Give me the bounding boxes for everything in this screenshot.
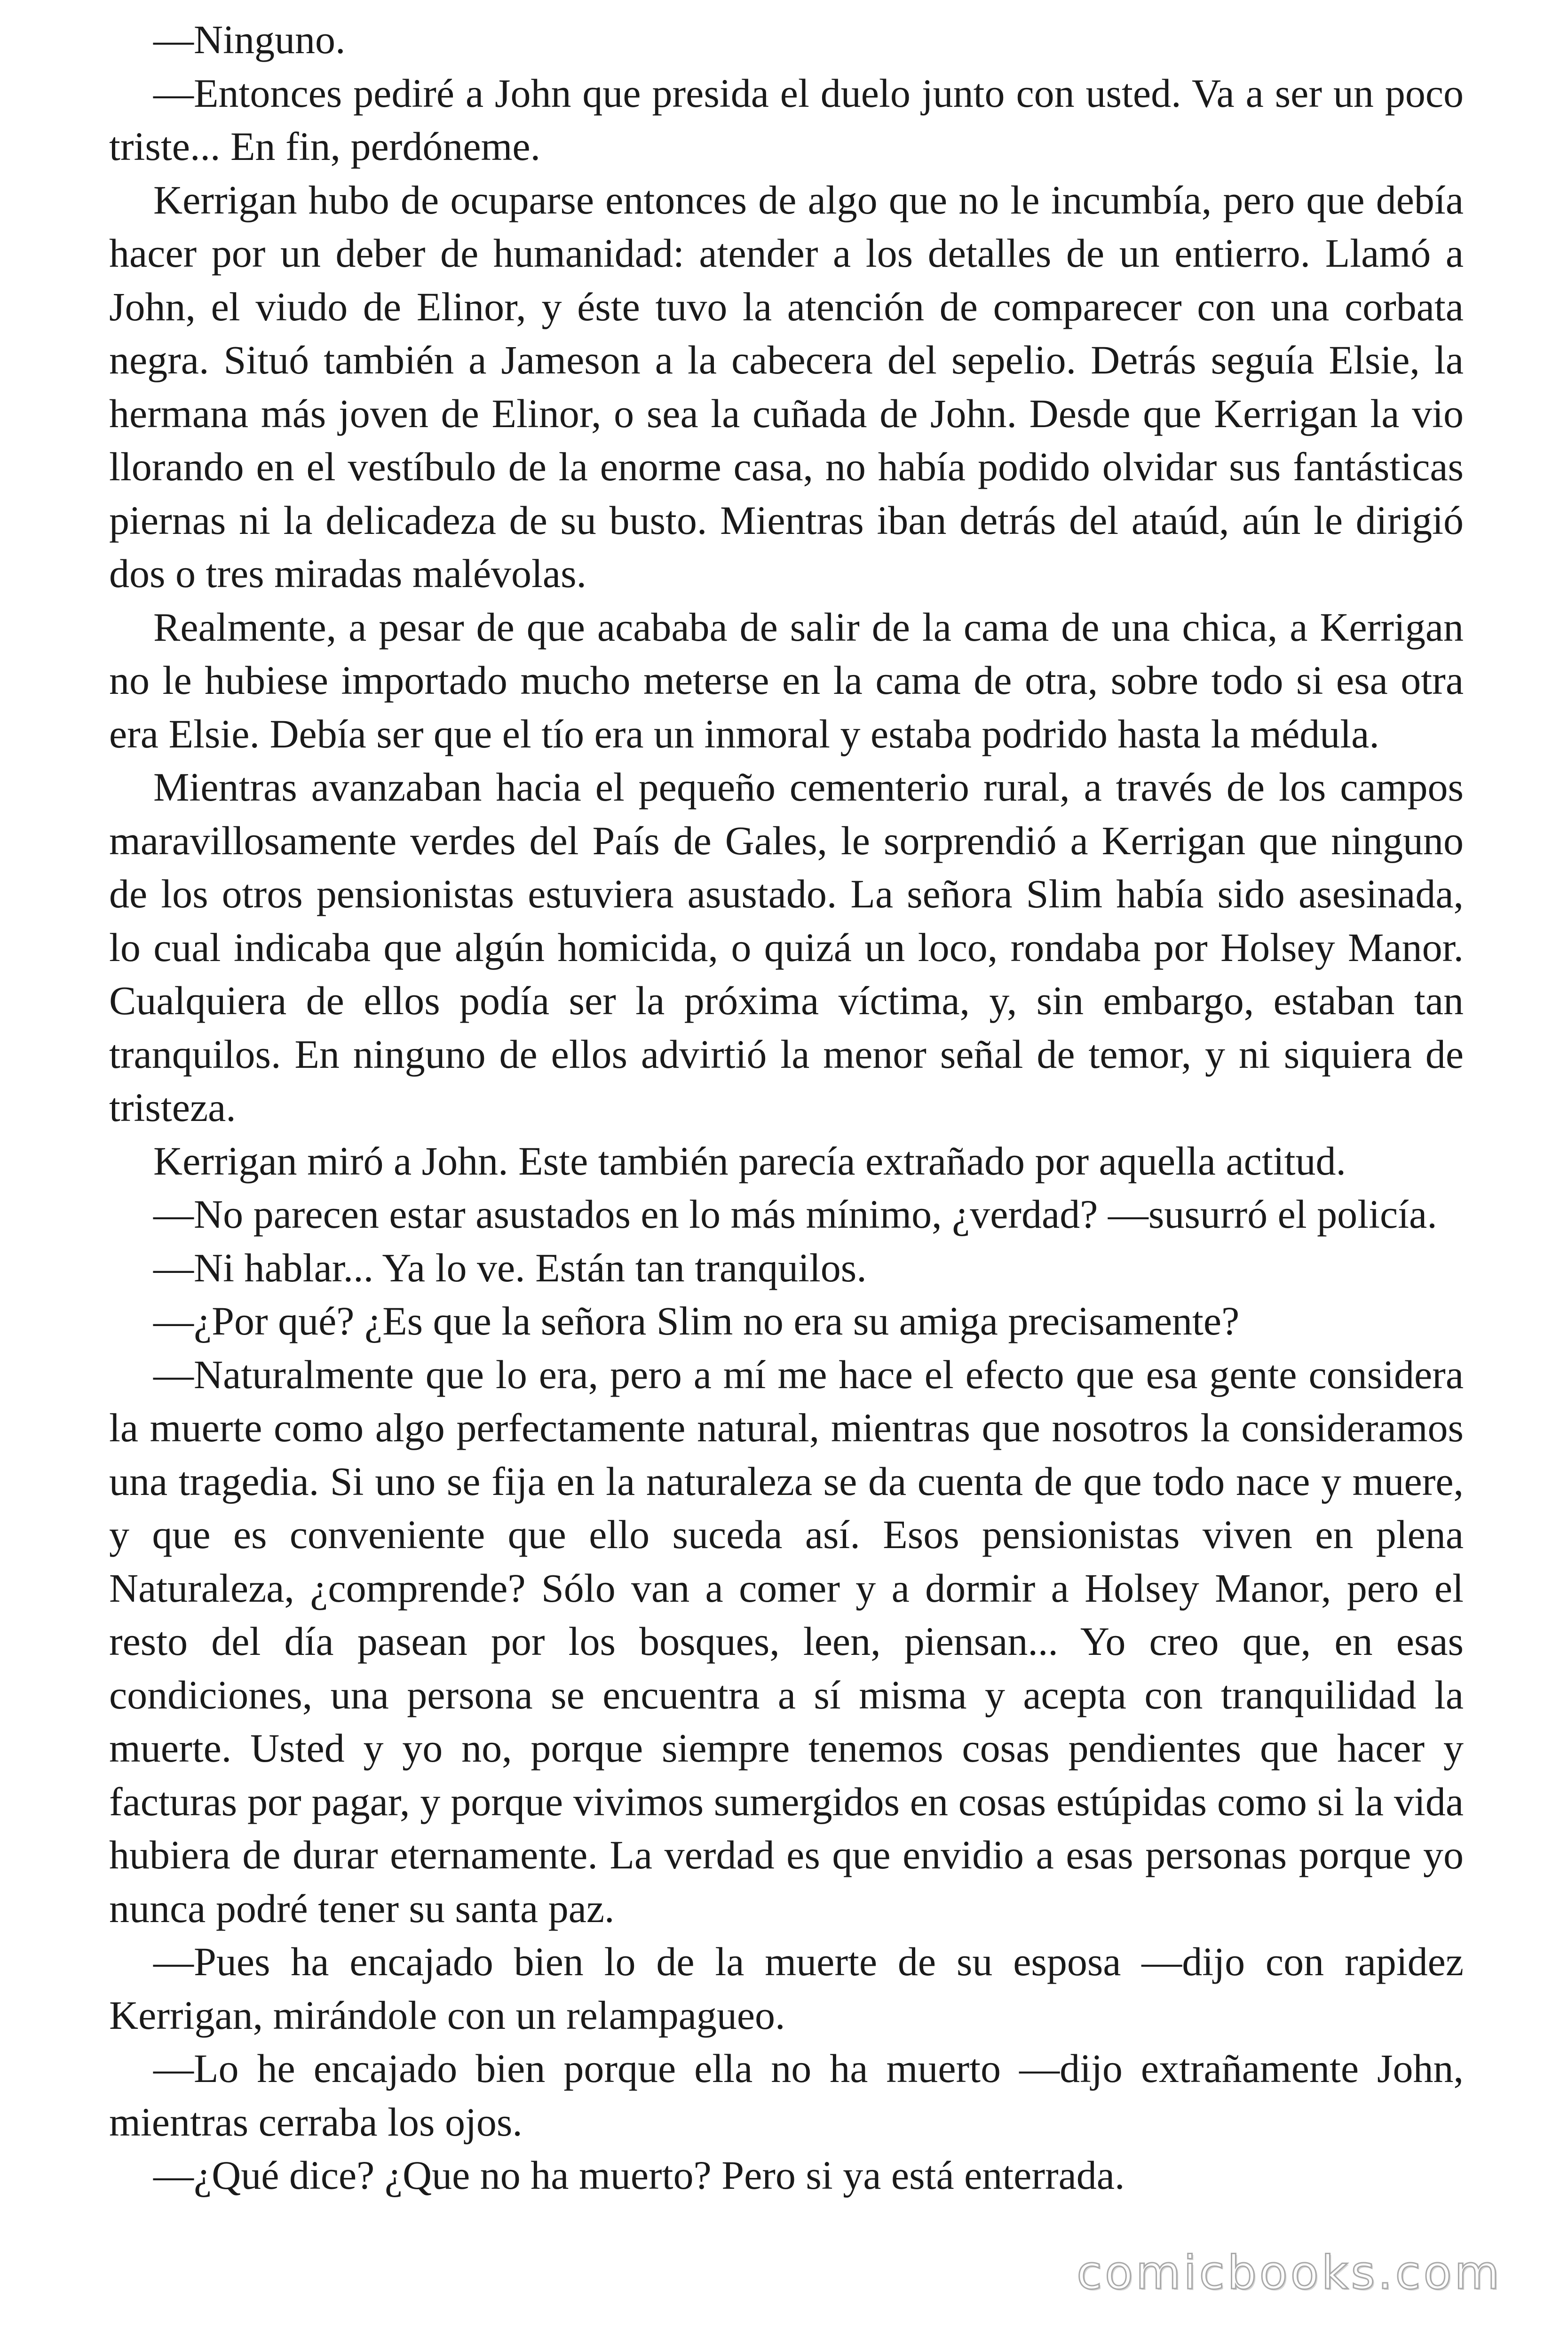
paragraph-11: —Pues ha encajado bien lo de la muerte de su esposa —dijo con rapidez Kerrigan, mirándole con un relampagueo. xyxy=(109,1939,1464,2038)
paragraph-7: —No parecen estar asustados en lo más mínimo, ¿verdad? —susurró el policía. xyxy=(153,1192,1437,1237)
watermark: comicbooks.com xyxy=(1077,2246,1502,2300)
paragraph-3: Kerrigan hubo de ocuparse entonces de algo que no le incumbía, pero que debía hacer por un deber de humanidad: atender a los detalles de un entierro. Llamó a John, el viudo de Elinor, y éste tuvo la atención de comparecer con una corbata negra. Situó también a Jameson a la cabecera del sepelio. Detrás seguía Elsie, la hermana más joven de Elinor, o sea la cuñada de John. Desde que Kerrigan la vio llorando en el vestíbulo de la enorme casa, no había podido olvidar sus fantásticas piernas ni la delicadeza de su busto. Mientras iban detrás del ataúd, aún le dirigió dos o tres miradas malévolas. xyxy=(109,177,1464,596)
paragraph-8: —Ni hablar... Ya lo ve. Están tan tranquilos. xyxy=(153,1245,867,1290)
paragraph-1: —Ninguno. xyxy=(153,17,346,62)
paragraph-12: —Lo he encajado bien porque ella no ha muerto —dijo extrañamente John, mientras cerraba los ojos. xyxy=(109,2046,1464,2145)
paragraph-13: —¿Qué dice? ¿Que no ha muerto? Pero si ya está enterrada. xyxy=(153,2153,1125,2198)
paragraph-6: Kerrigan miró a John. Este también parecía extrañado por aquella actitud. xyxy=(153,1138,1346,1184)
paragraph-10: —Naturalmente que lo era, pero a mí me hace el efecto que esa gente considera la muerte como algo perfectamente natural, mientras que nosotros la consideramos una tragedia. Si uno se fija en la naturaleza se da cuenta de que todo nace y muere, y que es conveniente que ello suceda así. Esos pensionistas viven en plena Naturaleza, ¿comprende? Sólo van a comer y a dormir a Holsey Manor, pero el resto del día pasean por los bosques, leen, piensan... Yo creo que, en esas condiciones, una persona se encuentra a sí misma y acepta con tranquilidad la muerte. Usted y yo no, porque siempre tenemos cosas pendientes que hacer y facturas por pagar, y porque vivimos sumergidos en cosas estúpidas como si la vida hubiera de durar eternamente. La verdad es que envidio a esas personas porque yo nunca podré tener su santa paz. xyxy=(109,1351,1464,1931)
paragraph-5: Mientras avanzaban hacia el pequeño cementerio rural, a través de los campos maravillosamente verdes del País de Gales, le sorprendió a Kerrigan que ninguno de los otros pensionistas estuviera asustado. La señora Slim había sido asesinada, lo cual indicaba que algún homicida, o quizá un loco, rondaba por Holsey Manor. Cualquiera de ellos podía ser la próxima víctima, y, sin embargo, estaban tan tranquilos. En ninguno de ellos advirtió la menor señal de temor, y ni siquiera de tristeza. xyxy=(109,764,1464,1130)
paragraph-9: —¿Por qué? ¿Es que la señora Slim no era su amiga precisamente? xyxy=(153,1298,1240,1343)
body-text xyxy=(109,13,1464,2202)
paragraph-2: —Entonces pediré a John que presida el duelo junto con usted. Va a ser un poco triste... En fin, perdóneme. xyxy=(109,70,1464,169)
paragraph-4: Realmente, a pesar de que acababa de salir de la cama de una chica, a Kerrigan no le hubiese importado mucho meterse en la cama de otra, sobre todo si esa otra era Elsie. Debía ser que el tío era un inmoral y estaba podrido hasta la médula. xyxy=(109,604,1464,756)
